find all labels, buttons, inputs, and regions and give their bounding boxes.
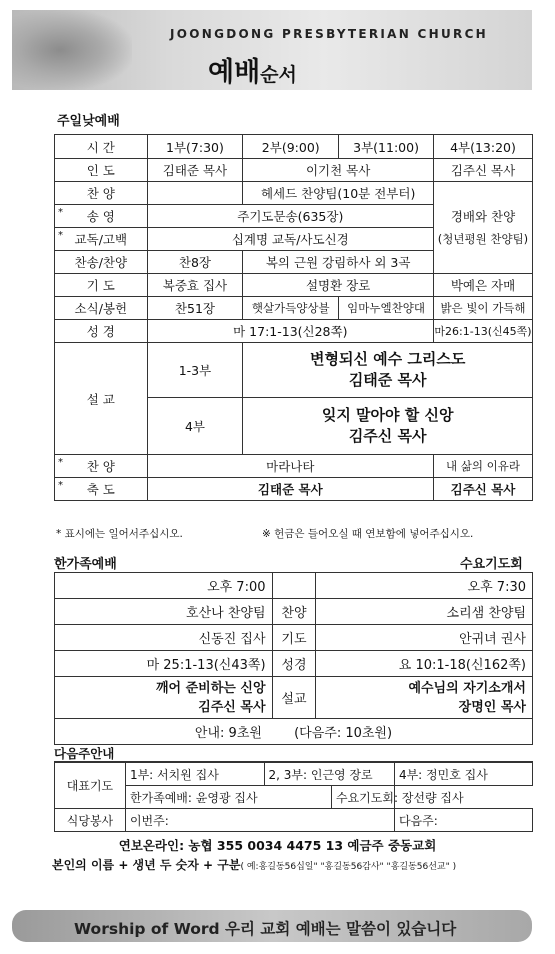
wednesday-sermon-speaker: 장명인 목사 [458, 699, 526, 715]
time-2: 2부(9:00) [243, 135, 339, 159]
stand-mark: * [58, 207, 63, 218]
label-prayer-2: 기도 [272, 625, 316, 651]
label-closing [55, 455, 148, 478]
label-blessing-text: 축 도 [86, 482, 115, 497]
next-week-title: 다음주안내 [54, 746, 115, 761]
meal-this-week: 이번주: [125, 809, 394, 832]
stand-mark: * [58, 480, 63, 491]
cell-divider [331, 785, 332, 808]
label-meal: 식당봉사 [55, 809, 126, 832]
song: 주기도문송(635장) [147, 205, 433, 228]
label-hymn: 찬송/찬양 [55, 251, 148, 274]
prayer-1: 복중효 집사 [147, 274, 243, 297]
offer-1: 찬51장 [147, 297, 243, 320]
leader-1: 김태준 목사 [147, 159, 243, 182]
family-sermon-title: 깨어 준비하는 신앙 [155, 680, 266, 696]
sermon-b [243, 398, 533, 455]
confess: 십계명 교독/사도신경 [147, 228, 433, 251]
label-offer: 소식/봉헌 [55, 297, 148, 320]
sunday-section-title: 주일낮예배 [57, 114, 120, 129]
wednesday-scripture: 요 10:1-18(신162쪽) [316, 651, 533, 677]
stand-mark: * [58, 457, 63, 468]
stand-mark: * [58, 230, 63, 241]
hymn-1: 찬8장 [147, 251, 243, 274]
offer-2: 햇살가득양상블 [243, 297, 339, 320]
offering-rule: 본인의 이름 + 생년 두 숫자 + 구분 [52, 858, 241, 872]
label-scripture-2: 성경 [272, 651, 316, 677]
leader-4: 김주신 목사 [433, 159, 532, 182]
guide-next: (다음주: 10초원) [294, 726, 393, 741]
offer-4: 밝은 빛이 가득해 [433, 297, 532, 320]
family-praise: 호산나 찬양팀 [55, 599, 273, 625]
blessing-4: 김주신 목사 [433, 478, 532, 501]
label-praise: 찬 양 [55, 182, 148, 205]
label-praise-2: 찬양 [272, 599, 316, 625]
time-label-cell [272, 573, 316, 599]
offering-example: ( 예:홍길동56십일" "홍길동56감사" "홍길동56선교" ) [240, 862, 457, 872]
sermon-a [243, 343, 533, 398]
rep-2: 2, 3부: 인근영 장로 [264, 763, 394, 786]
rep-1: 1부: 서치원 집사 [125, 763, 264, 786]
label-sermon-2: 설교 [272, 677, 316, 719]
scripture-4: 마26:1-13(신45쪽) [433, 320, 532, 343]
guide-row [55, 719, 533, 745]
label-confess-text: 교독/고백 [74, 232, 128, 247]
time-3: 3부(11:00) [339, 135, 434, 159]
offering-note: ※ 헌금은 들어오실 때 연보함에 넣어주십시오. [262, 528, 474, 540]
decorative-image [12, 10, 132, 90]
sermon-a-speaker: 김태준 목사 [348, 371, 427, 389]
label-blessing [55, 478, 148, 501]
stand-note: * 표시에는 일어서주십시오. [56, 528, 183, 540]
guide: 안내: 9초원 [194, 726, 262, 741]
worship-4 [433, 182, 532, 274]
label-scripture: 성 경 [55, 320, 148, 343]
family-sermon [55, 677, 273, 719]
wednesday-sermon [316, 677, 533, 719]
label-leader: 인 도 [55, 159, 148, 182]
family-time: 오후 7:00 [55, 573, 273, 599]
header-banner [12, 10, 532, 90]
family-scripture: 마 25:1-13(신43쪽) [55, 651, 273, 677]
label-song-text: 송 영 [86, 209, 115, 224]
church-name: JOONGDONG PRESBYTERIAN CHURCH [170, 27, 489, 41]
prayer-4: 박예은 자매 [433, 274, 532, 297]
wednesday-time: 오후 7:30 [316, 573, 533, 599]
sermon-a-label: 1-3부 [147, 343, 243, 398]
sermon-a-title: 변형되신 예수 그리스도 [309, 350, 466, 368]
scripture: 마 17:1-13(신28쪽) [147, 320, 433, 343]
label-confess [55, 228, 148, 251]
family-sermon-speaker: 김주신 목사 [198, 699, 266, 715]
offering-instructions [52, 856, 456, 873]
label-closing-text: 찬 양 [86, 459, 115, 474]
label-sermon: 설 교 [55, 343, 148, 455]
online-offering: 연보온라인: 농협 355 0034 4475 13 예금주 중동교회 [118, 838, 437, 853]
wednesday-prayer: 안귀녀 권사 [316, 625, 533, 651]
sermon-b-title: 잊지 말아야 할 신앙 [321, 406, 454, 424]
sunday-order-table [54, 134, 533, 501]
title-small: 순서 [260, 64, 297, 86]
worship-4-sub: (청년평원 찬양팀) [437, 231, 529, 246]
label-time: 시 간 [55, 135, 148, 159]
offer-3: 임마누엘찬양대 [339, 297, 434, 320]
closing-4: 내 삶의 이유라 [433, 455, 532, 478]
sermon-b-label: 4부 [147, 398, 243, 455]
wednesday-praise: 소리샘 찬양팀 [316, 599, 533, 625]
worship-4-title: 경배와 찬양 [450, 208, 516, 224]
rep-4: 한가족예배: 윤영광 집사 [125, 786, 394, 809]
meal-next-week: 다음주: [394, 809, 532, 832]
closing: 마라나타 [147, 455, 433, 478]
hymn-2: 복의 근원 강림하사 외 3곡 [243, 251, 434, 274]
label-prayer: 기 도 [55, 274, 148, 297]
prayer-2-3: 설명환 장로 [243, 274, 434, 297]
rep-5-overlay: 수요기도회: 장선량 집사 [336, 791, 464, 805]
page-title [208, 50, 297, 89]
footer-banner [12, 910, 532, 942]
label-rep-prayer: 대표기도 [55, 763, 126, 809]
praise-team: 헤세드 찬양팀(10분 전부터) [243, 182, 434, 205]
title-big: 예배 [208, 57, 261, 88]
family-order-table [54, 572, 533, 745]
family-prayer: 신동진 집사 [55, 625, 273, 651]
sermon-b-speaker: 김주신 목사 [348, 427, 427, 445]
blessing: 김태준 목사 [147, 478, 433, 501]
rep-3: 4부: 정민호 집사 [394, 763, 532, 786]
praise-1 [147, 182, 243, 205]
leader-2-3: 이기천 목사 [243, 159, 434, 182]
family-section-title: 한가족예배 [54, 557, 117, 572]
time-1: 1부(7:30) [147, 135, 243, 159]
label-song [55, 205, 148, 228]
time-4: 4부(13:20) [433, 135, 532, 159]
footer-text: Worship of Word 우리 교회 예배는 말씀이 있습니다 [74, 920, 457, 938]
wednesday-section-title: 수요기도회 [460, 557, 523, 572]
wednesday-sermon-title: 예수님의 자기소개서 [408, 680, 526, 696]
